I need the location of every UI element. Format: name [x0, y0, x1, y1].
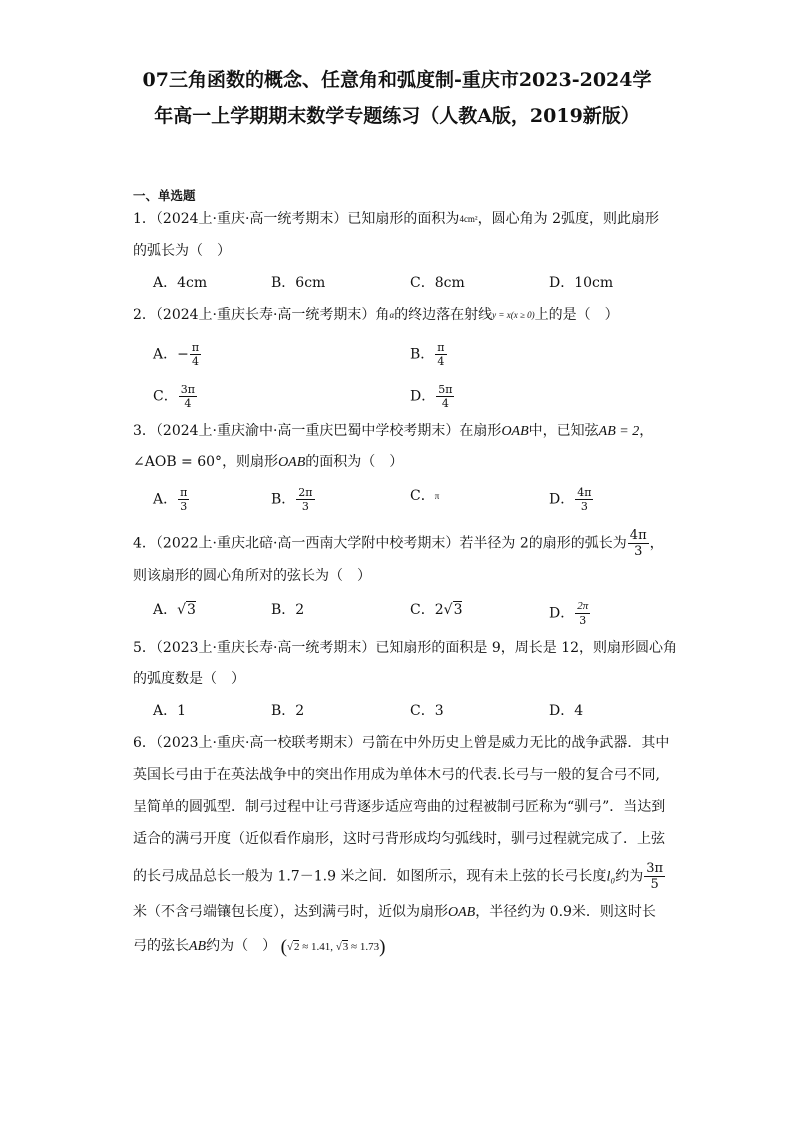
q1-option-a[interactable]: A．4cm: [153, 275, 208, 291]
sqrt-icon: √: [443, 602, 453, 618]
document-title: [120, 62, 674, 134]
right-paren-icon: ): [379, 936, 386, 958]
q6-stem-line-5: 的长弓成品总长一般为 1.7－1.9 米之间．如图所示，现有未上弦的长弓长度l₀约为 $\frac{3\pi}{5}$: [133, 861, 664, 892]
q4-option-b[interactable]: B．2: [271, 602, 305, 618]
q6-stem-line-7: 弓的弦长AB约为（ ） (√2 ≈ 1.41, √3 ≈ 1.73): [133, 936, 386, 958]
q3-option-a[interactable]: A． $\frac{\pi}{3}$: [153, 486, 188, 513]
q1-stem-line-2: 的弧长为（ ）: [133, 243, 231, 259]
sqrt-icon: √: [286, 941, 293, 953]
q5-option-c[interactable]: C．3: [410, 703, 444, 719]
q3-option-b[interactable]: B． $\frac{2\pi}{3}$: [271, 486, 313, 513]
q3-option-d[interactable]: D． $\frac{4\pi}{3}$: [549, 486, 592, 513]
q3-option-b-fraction: $\frac{2\pi}{3}$: [298, 486, 313, 513]
q2-stem: 2．（2024上·重庆长寿·高一统考期末）角α的终边落在射线y = x(x ≥ 0)上的是（ ）: [133, 307, 619, 323]
q4-stem-line-2: 则该扇形的圆心角所对的弦长为（ ）: [133, 568, 371, 584]
q2-option-b-fraction: $\frac{\pi}{4}$: [437, 341, 445, 368]
q6-approximation: (√2 ≈ 1.41, √3 ≈ 1.73): [280, 936, 386, 958]
q1-option-c[interactable]: C．8cm: [410, 275, 465, 291]
q6-stem-line-4: 适合的满弓开度（近似看作扇形，这时弓背形成均匀弧线时，驯弓过程就完成了．上弦: [133, 831, 665, 847]
title-line-1: 07三角函数的概念、任意角和弧度制-重庆市2023-2024学: [142, 69, 652, 91]
q2-option-a-fraction: $\frac{\pi}{4}$: [191, 341, 200, 368]
q1-stem-line-1: 1．（2024上·重庆·高一统考期末）已知扇形的面积为4cm²，圆心角为 2弧度，则此扇形: [133, 211, 659, 227]
q2-option-a[interactable]: A．− $\frac{\pi}{4}$: [153, 341, 200, 368]
section-heading: 一、单选题: [133, 188, 196, 203]
q6-stem-line-1: 6．（2023上·重庆·高一校联考期末）弓箭在中外历史上曾是威力无比的战争武器．其中: [133, 735, 670, 751]
sqrt-icon: √: [335, 941, 342, 953]
q6-stem-line-2: 英国长弓由于在英法战争中的突出作用成为单体木弓的代表.长弓与一般的复合弓不同,: [133, 767, 660, 783]
q3-option-c[interactable]: C．π: [410, 488, 440, 504]
q2-option-c-fraction: $\frac{3\pi}{4}$: [180, 383, 195, 410]
sqrt-icon: √: [177, 602, 187, 618]
q6-stem-line-6: 米（不含弓端镶包长度），达到满弓时，近似为扇形OAB，半径约为 0.9米．则这时长: [133, 904, 656, 920]
q6-length-fraction: $\frac{3\pi}{5}$: [646, 861, 664, 892]
q4-option-d-fraction: $\frac{2\pi}{3}$: [577, 600, 589, 627]
q4-stem-line-1: 4．（2022上·重庆北碚·高一西南大学附中校考期末）若半径为 2的扇形的弧长为 $\frac{4\pi}{3}$ ，: [133, 528, 664, 559]
q4-option-d[interactable]: D． $\frac{2\pi}{3}$: [549, 600, 589, 627]
q2-option-c[interactable]: C． $\frac{3\pi}{4}$: [153, 383, 195, 410]
q4-option-a[interactable]: A．√3: [153, 602, 196, 618]
q3-option-d-fraction: $\frac{4\pi}{3}$: [577, 486, 592, 513]
q1-option-b[interactable]: B．6cm: [271, 275, 326, 291]
q2-option-b[interactable]: B． $\frac{\pi}{4}$: [410, 341, 445, 368]
title-line-2: 年高一上学期期末数学专题练习（人教A版，2019新版）: [154, 105, 640, 127]
q4-arc-fraction: $\frac{4\pi}{3}$: [629, 528, 647, 559]
q6-stem-line-3: 呈简单的圆弧型．制弓过程中让弓背逐步适应弯曲的过程被制弓匠称为“驯弓”．当达到: [133, 799, 666, 815]
q5-stem-line-1: 5．（2023上·重庆长寿·高一统考期末）已知扇形的面积是 9，周长是 12，则扇形圆心角: [133, 640, 678, 656]
q5-option-d[interactable]: D．4: [549, 703, 584, 719]
q3-option-a-fraction: $\frac{\pi}{3}$: [180, 486, 188, 513]
q2-option-d[interactable]: D． $\frac{5\pi}{4}$: [410, 383, 453, 410]
q4-option-c[interactable]: C．2√3: [410, 602, 463, 618]
q1-option-d[interactable]: D．10cm: [549, 275, 614, 291]
q3-stem-line-1: 3．（2024上·重庆渝中·高一重庆巴蜀中学校考期末）在扇形OAB中，已知弦AB = 2，: [133, 423, 654, 439]
q3-stem-line-2: ∠AOB = 60°，则扇形OAB的面积为（ ）: [133, 454, 404, 470]
q5-stem-line-2: 的弧度数是（ ）: [133, 671, 245, 687]
q5-option-b[interactable]: B．2: [271, 703, 305, 719]
q2-option-d-fraction: $\frac{5\pi}{4}$: [438, 383, 453, 410]
left-paren-icon: (: [280, 936, 287, 958]
q5-option-a[interactable]: A．1: [153, 703, 187, 719]
